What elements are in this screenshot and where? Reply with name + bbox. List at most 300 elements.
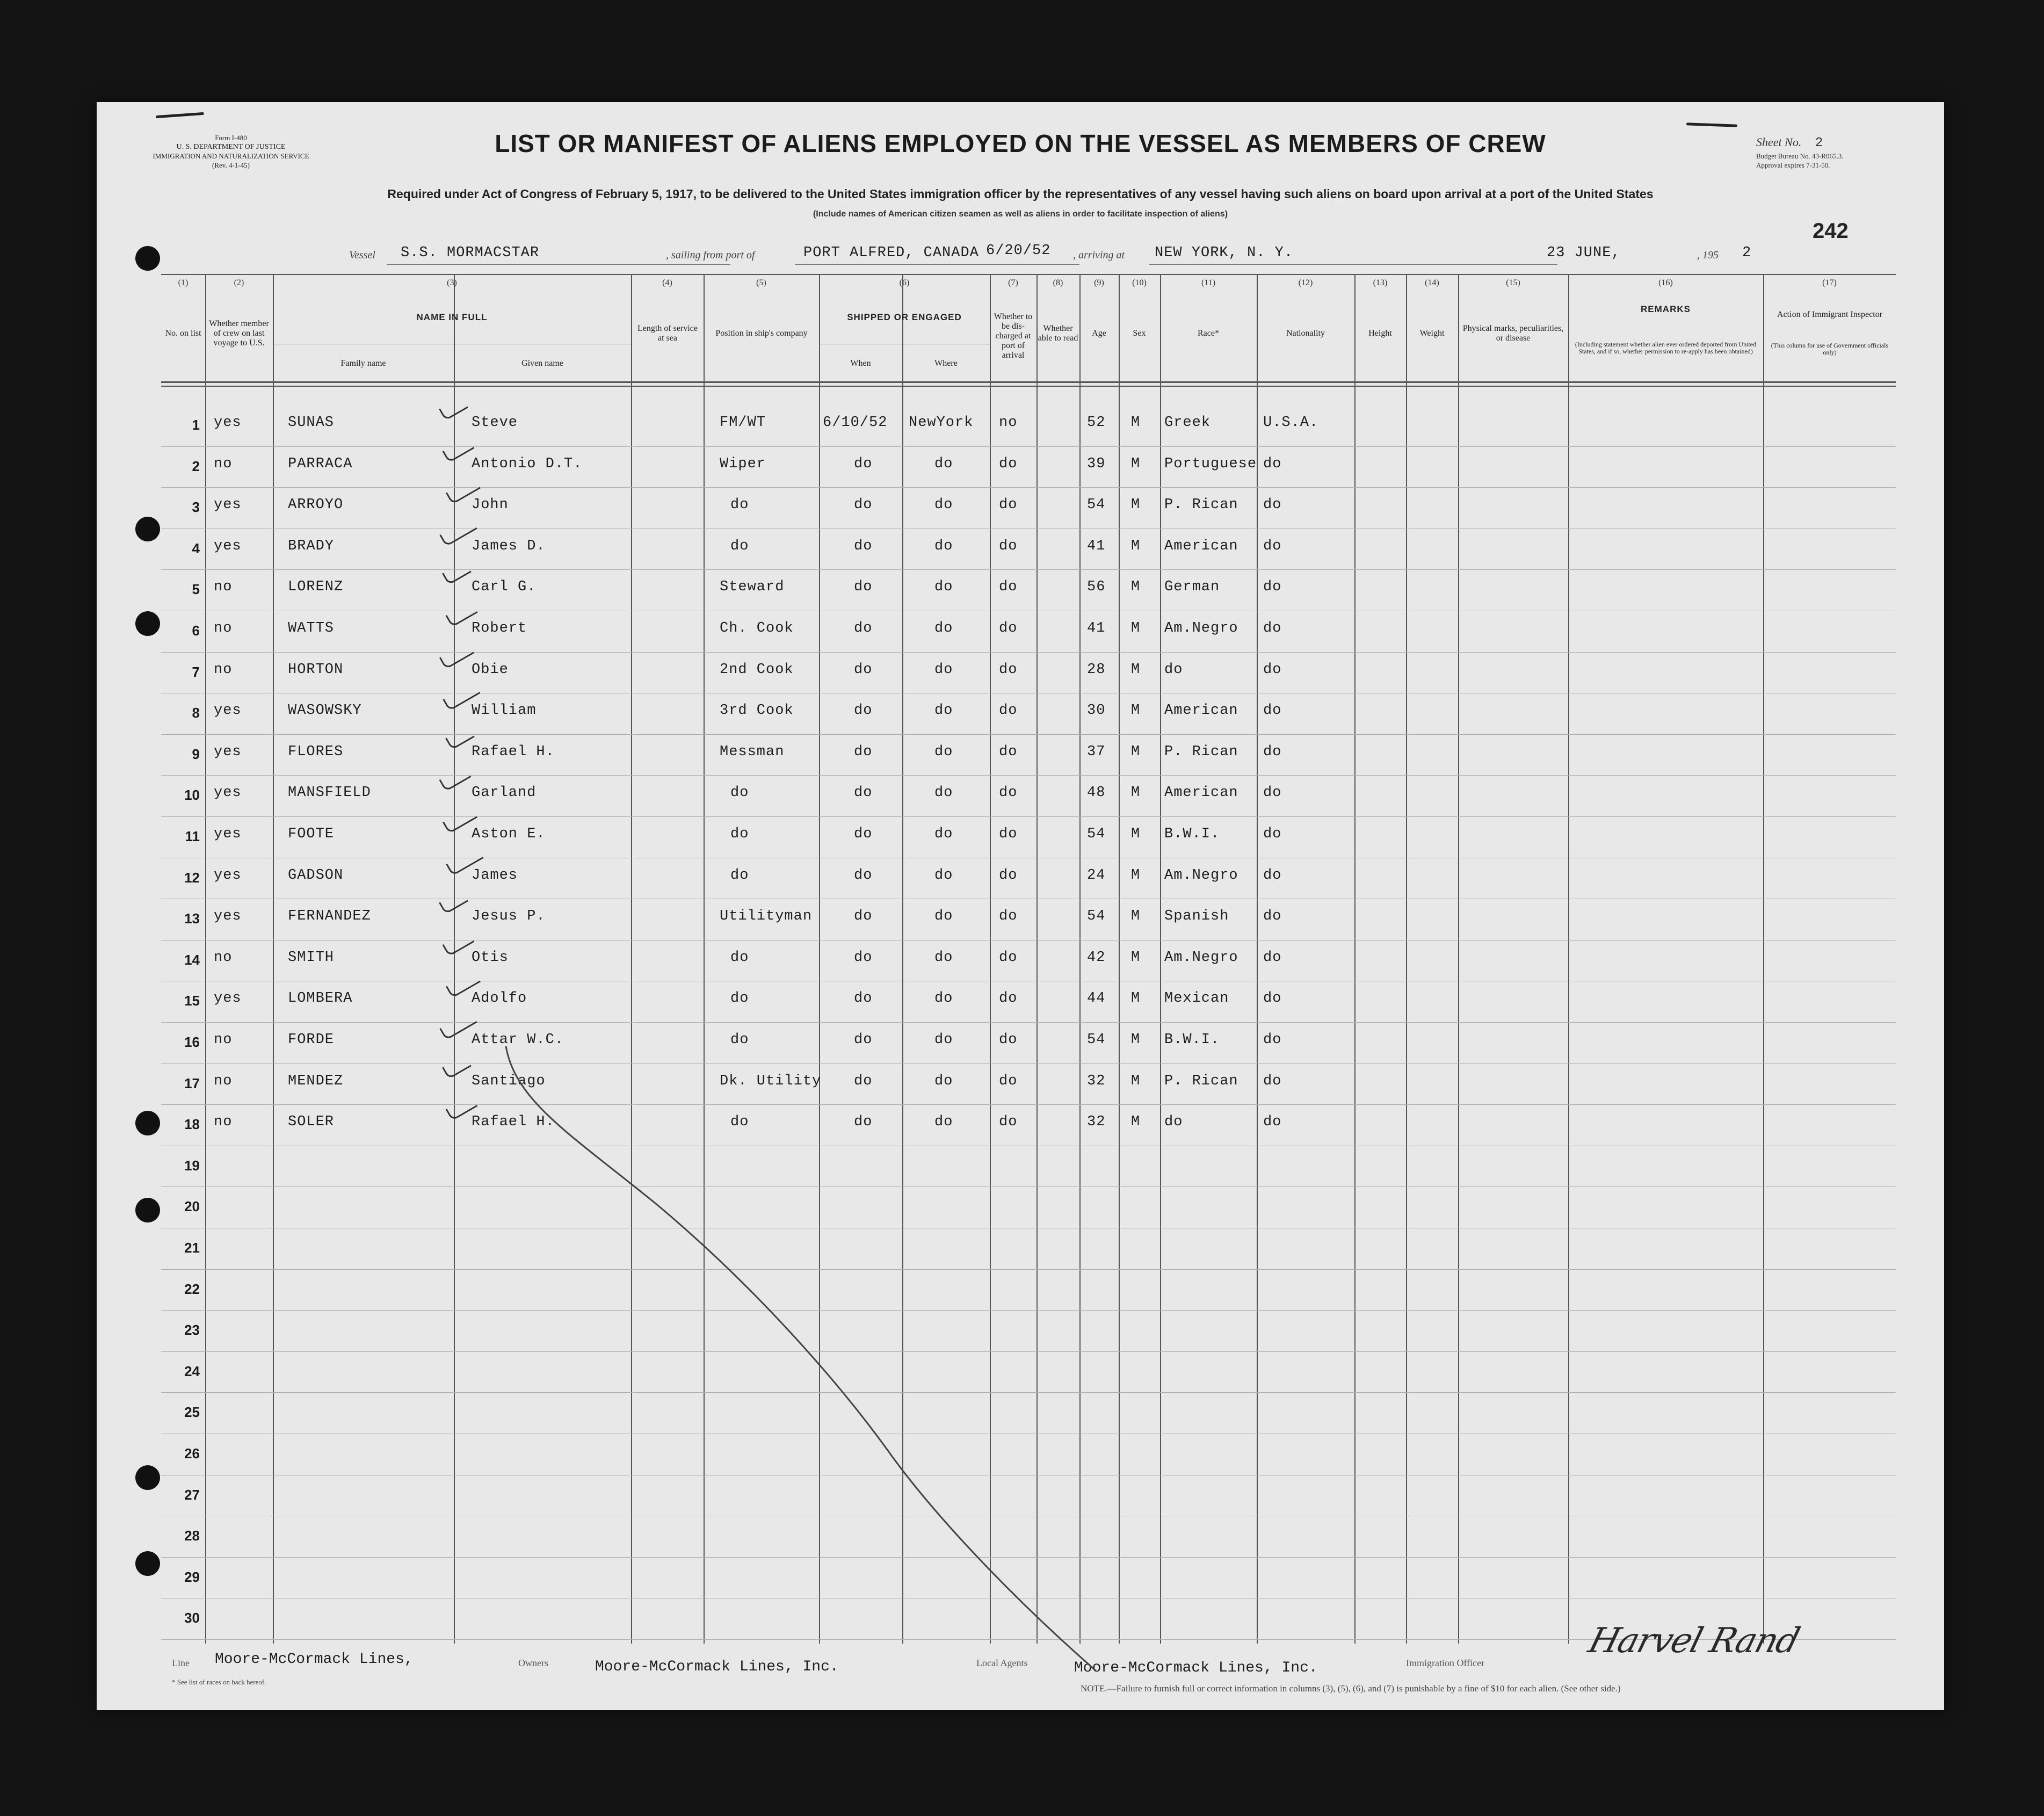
cell-position: Messman xyxy=(720,743,785,760)
cell-age: 42 xyxy=(1087,949,1106,966)
owners-value: Moore-McCormack Lines, Inc. xyxy=(595,1659,839,1675)
row-number: 20 xyxy=(184,1198,200,1215)
row-number: 3 xyxy=(192,499,200,516)
row-number: 9 xyxy=(192,746,200,762)
cell-nationality: do xyxy=(1263,743,1282,760)
cell-sex: M xyxy=(1131,990,1141,1007)
cell-sex: M xyxy=(1131,538,1141,554)
cell-where: do xyxy=(934,908,953,925)
header-no-on-list: No. on list xyxy=(165,329,201,338)
approval-expiry: Approval expires 7-31-50. xyxy=(1756,161,1830,169)
row-number: 12 xyxy=(184,869,200,886)
cell-when: do xyxy=(854,661,873,678)
cell-family: ARROYO xyxy=(288,497,344,513)
cell-nationality: do xyxy=(1263,703,1282,719)
header-discharged: Whether to be dis-charged at port of arrival xyxy=(994,312,1033,360)
cell-family: BRADY xyxy=(288,538,335,554)
cell-when: do xyxy=(854,538,873,554)
cell-where: do xyxy=(934,497,953,513)
cell-sex: M xyxy=(1131,661,1141,678)
cell-family: HORTON xyxy=(288,661,344,678)
cell-race: B.W.I. xyxy=(1164,1032,1220,1048)
cell-last-voyage: yes xyxy=(214,703,242,719)
header-where: Where xyxy=(934,359,958,368)
cell-sex: M xyxy=(1131,867,1141,884)
row-number: 29 xyxy=(184,1568,200,1585)
row-number: 1 xyxy=(192,417,200,433)
cell-last-voyage: yes xyxy=(214,908,242,925)
cell-sex: M xyxy=(1131,497,1141,513)
row-number: 23 xyxy=(184,1322,200,1339)
agents-value: Moore-McCormack Lines, Inc. xyxy=(1074,1660,1318,1676)
cell-family: SOLER xyxy=(288,1114,335,1131)
cell-discharged: do xyxy=(999,743,1018,760)
header-when: When xyxy=(850,359,871,368)
column-number: (2) xyxy=(234,278,244,287)
row-number: 26 xyxy=(184,1445,200,1462)
cell-race: P. Rican xyxy=(1164,1073,1238,1089)
row-number: 2 xyxy=(192,458,200,474)
officer-label: Immigration Officer xyxy=(1406,1658,1485,1668)
penalty-note: NOTE.—Failure to furnish full or correct information in columns (3), (5), (6), and (7) is punishable by a fine of $10 for each alien. (See other side.) xyxy=(1081,1683,1621,1694)
cell-nationality: U.S.A. xyxy=(1263,415,1319,431)
cell-where: do xyxy=(934,990,953,1007)
cell-age: 24 xyxy=(1087,867,1106,884)
row-number: 4 xyxy=(192,540,200,556)
cell-position: do xyxy=(730,867,749,884)
cell-given: Garland xyxy=(472,785,537,801)
cell-race: do xyxy=(1164,661,1183,678)
cell-sex: M xyxy=(1131,415,1141,431)
cell-sex: M xyxy=(1131,1073,1141,1089)
header-shipped-engaged: SHIPPED OR ENGAGED xyxy=(847,312,962,322)
cell-last-voyage: yes xyxy=(214,743,242,760)
cell-nationality: do xyxy=(1263,908,1282,925)
cell-family: FOOTE xyxy=(288,826,335,842)
form-revision: (Rev. 4-1-45) xyxy=(212,161,250,169)
row-number: 8 xyxy=(192,705,200,721)
cell-discharged: do xyxy=(999,908,1018,925)
year-digit: 2 xyxy=(1742,245,1752,261)
cell-given: Rafael H. xyxy=(472,1114,555,1131)
cell-given: Steve xyxy=(472,415,518,431)
cell-race: American xyxy=(1164,703,1238,719)
cell-age: 56 xyxy=(1087,579,1106,596)
row-number: 28 xyxy=(184,1528,200,1544)
cell-discharged: do xyxy=(999,661,1018,678)
cell-age: 52 xyxy=(1087,415,1106,431)
cell-discharged: do xyxy=(999,455,1018,472)
cell-nationality: do xyxy=(1263,538,1282,554)
column-number: (11) xyxy=(1201,278,1216,287)
column-number: (15) xyxy=(1506,278,1520,287)
header-sex: Sex xyxy=(1133,329,1146,338)
cell-family: FORDE xyxy=(288,1032,335,1048)
cell-where: do xyxy=(934,785,953,801)
port-from: PORT ALFRED, CANADA xyxy=(803,245,979,261)
row-number: 22 xyxy=(184,1280,200,1297)
service-name: IMMIGRATION AND NATURALIZATION SERVICE xyxy=(153,152,309,160)
column-number: (17) xyxy=(1822,278,1837,287)
cell-given: Aston E. xyxy=(472,826,546,842)
cell-given: Otis xyxy=(472,949,509,966)
row-number: 7 xyxy=(192,663,200,680)
cell-last-voyage: no xyxy=(214,455,233,472)
header-action-inspector: Action of Immigrant Inspector xyxy=(1777,310,1882,319)
cell-family: GADSON xyxy=(288,867,344,884)
cell-position: Steward xyxy=(720,579,785,596)
column-number: (7) xyxy=(1008,278,1018,287)
cell-position: do xyxy=(730,538,749,554)
cell-when: do xyxy=(854,1114,873,1131)
cell-race: Spanish xyxy=(1164,908,1229,925)
cell-race: P. Rican xyxy=(1164,497,1238,513)
cell-race: Portuguese xyxy=(1164,455,1257,472)
cell-nationality: do xyxy=(1263,785,1282,801)
cell-discharged: do xyxy=(999,703,1018,719)
cell-family: LOMBERA xyxy=(288,990,353,1007)
row-number: 21 xyxy=(184,1240,200,1256)
cell-sex: M xyxy=(1131,703,1141,719)
cell-race: American xyxy=(1164,538,1238,554)
cell-nationality: do xyxy=(1263,1114,1282,1131)
cell-last-voyage: no xyxy=(214,1073,233,1089)
cell-age: 37 xyxy=(1087,743,1106,760)
cell-sex: M xyxy=(1131,908,1141,925)
column-number: (4) xyxy=(662,278,672,287)
cell-given: James D. xyxy=(472,538,546,554)
cell-age: 48 xyxy=(1087,785,1106,801)
cell-position: do xyxy=(730,990,749,1007)
header-height: Height xyxy=(1368,329,1392,338)
cell-given: Jesus P. xyxy=(472,908,546,925)
cell-discharged: do xyxy=(999,826,1018,842)
cell-given: Antonio D.T. xyxy=(472,455,583,472)
cell-given: John xyxy=(472,497,509,513)
cell-discharged: do xyxy=(999,990,1018,1007)
cell-nationality: do xyxy=(1263,990,1282,1007)
cell-last-voyage: yes xyxy=(214,497,242,513)
cell-given: Robert xyxy=(472,620,527,636)
cell-discharged: do xyxy=(999,620,1018,636)
cell-race: Greek xyxy=(1164,415,1211,431)
column-number: (3) xyxy=(447,278,457,287)
cell-nationality: do xyxy=(1263,1032,1282,1048)
page-subtitle: Required under Act of Congress of February 5, 1917, to be delivered to the United States immigration officer by the representatives of any vessel having such aliens on board upon arrival at a port of the United States xyxy=(387,187,1654,201)
cell-family: LORENZ xyxy=(288,579,344,596)
cell-discharged: do xyxy=(999,1114,1018,1131)
cell-race: do xyxy=(1164,1114,1183,1131)
cell-age: 30 xyxy=(1087,703,1106,719)
cell-nationality: do xyxy=(1263,497,1282,513)
cell-sex: M xyxy=(1131,1114,1141,1131)
cell-nationality: do xyxy=(1263,661,1282,678)
row-number: 13 xyxy=(184,910,200,927)
cell-when: do xyxy=(854,579,873,596)
cell-family: FERNANDEZ xyxy=(288,908,371,925)
cell-discharged: do xyxy=(999,1032,1018,1048)
manifest-sheet xyxy=(97,102,1944,1710)
header-nationality: Nationality xyxy=(1286,329,1325,338)
cell-age: 28 xyxy=(1087,661,1106,678)
cell-discharged: do xyxy=(999,867,1018,884)
cell-age: 54 xyxy=(1087,908,1106,925)
sail-date: 6/20/52 xyxy=(986,243,1051,259)
cell-family: WATTS xyxy=(288,620,335,636)
cell-position: do xyxy=(730,1114,749,1131)
cell-nationality: do xyxy=(1263,455,1282,472)
header-position: Position in ship's company xyxy=(715,329,808,338)
row-number: 18 xyxy=(184,1116,200,1133)
owners-label: Owners xyxy=(518,1658,548,1668)
cell-position: FM/WT xyxy=(720,415,766,431)
cell-last-voyage: yes xyxy=(214,990,242,1007)
row-number: 11 xyxy=(185,828,200,844)
cell-family: FLORES xyxy=(288,743,344,760)
cell-sex: M xyxy=(1131,785,1141,801)
cell-where: do xyxy=(934,826,953,842)
cancel-stroke xyxy=(97,102,1944,1710)
header-age: Age xyxy=(1092,329,1106,338)
column-number: (14) xyxy=(1425,278,1439,287)
cell-given: James xyxy=(472,867,518,884)
cell-when: do xyxy=(854,908,873,925)
cell-age: 54 xyxy=(1087,826,1106,842)
cell-where: do xyxy=(934,538,953,554)
arrival-date: 23 JUNE, xyxy=(1547,245,1621,261)
stamp-number: 242 xyxy=(1813,219,1849,243)
cell-position: Ch. Cook xyxy=(720,620,794,636)
column-number: (1) xyxy=(178,278,189,287)
cell-race: German xyxy=(1164,579,1220,596)
header-remarks-note: (Including statement whether alien ever ordered deported from United States, and if so, whether permission to re-apply has been obtained) xyxy=(1575,341,1757,355)
cell-position: do xyxy=(730,1032,749,1048)
cell-last-voyage: no xyxy=(214,949,233,966)
header-name-in-full: NAME IN FULL xyxy=(416,312,488,322)
row-number: 17 xyxy=(184,1075,200,1091)
header-race: Race* xyxy=(1198,329,1219,338)
cell-family: MENDEZ xyxy=(288,1073,344,1089)
row-number: 25 xyxy=(184,1404,200,1421)
column-number: (8) xyxy=(1053,278,1063,287)
agents-label: Local Agents xyxy=(976,1658,1028,1668)
cell-race: B.W.I. xyxy=(1164,826,1220,842)
cell-last-voyage: yes xyxy=(214,785,242,801)
cell-position: 3rd Cook xyxy=(720,703,794,719)
cell-when: do xyxy=(854,990,873,1007)
row-number: 19 xyxy=(184,1157,200,1174)
row-number: 16 xyxy=(184,1034,200,1050)
header-physical-marks: Physical marks, peculiarities, or disease xyxy=(1462,324,1564,343)
cell-where: do xyxy=(934,661,953,678)
row-number: 6 xyxy=(192,623,200,639)
cell-discharged: do xyxy=(999,497,1018,513)
line-value: Moore-McCormack Lines, xyxy=(215,1651,414,1668)
sailing-label: , sailing from port of xyxy=(666,249,755,261)
row-number: 15 xyxy=(184,993,200,1009)
cell-position: 2nd Cook xyxy=(720,661,794,678)
cell-position: do xyxy=(730,785,749,801)
year-prefix: , 195 xyxy=(1697,249,1719,261)
cell-race: American xyxy=(1164,785,1238,801)
cell-discharged: do xyxy=(999,949,1018,966)
cell-age: 44 xyxy=(1087,990,1106,1007)
header-given-name: Given name xyxy=(521,359,563,368)
cell-sex: M xyxy=(1131,1032,1141,1048)
cell-given: William xyxy=(472,703,537,719)
header-family-name: Family name xyxy=(340,359,386,368)
cell-last-voyage: no xyxy=(214,620,233,636)
races-note: * See list of races on back hereof. xyxy=(172,1678,266,1686)
cell-given: Santiago xyxy=(472,1073,546,1089)
cell-family: WASOWSKY xyxy=(288,703,362,719)
header-able-to-read: Whether able to read xyxy=(1038,324,1078,343)
cell-nationality: do xyxy=(1263,867,1282,884)
cell-position: Utilityman xyxy=(720,908,813,925)
arriving-label: , arriving at xyxy=(1073,249,1125,261)
cell-where: do xyxy=(934,1114,953,1131)
cell-nationality: do xyxy=(1263,949,1282,966)
cell-when: do xyxy=(854,785,873,801)
cell-where: do xyxy=(934,1032,953,1048)
column-number: (6) xyxy=(899,278,910,287)
row-number: 10 xyxy=(184,787,200,804)
cell-where: do xyxy=(934,1073,953,1089)
row-number: 24 xyxy=(184,1363,200,1379)
cell-sex: M xyxy=(1131,743,1141,760)
cell-race: Am.Negro xyxy=(1164,949,1238,966)
vessel-name: S.S. MORMACSTAR xyxy=(401,245,540,261)
cell-given: Rafael H. xyxy=(472,743,555,760)
cell-race: P. Rican xyxy=(1164,743,1238,760)
row-number: 27 xyxy=(184,1486,200,1503)
cell-where: do xyxy=(934,743,953,760)
row-number: 14 xyxy=(184,951,200,968)
cell-age: 41 xyxy=(1087,620,1106,636)
cell-given: Attar W.C. xyxy=(472,1032,564,1048)
cell-when: do xyxy=(854,497,873,513)
sheet-label: Sheet No. xyxy=(1756,135,1802,149)
cell-nationality: do xyxy=(1263,1073,1282,1089)
cell-when: 6/10/52 xyxy=(823,415,888,431)
cell-last-voyage: yes xyxy=(214,867,242,884)
cell-when: do xyxy=(854,1073,873,1089)
cell-discharged: do xyxy=(999,1073,1018,1089)
cell-sex: M xyxy=(1131,826,1141,842)
cell-age: 54 xyxy=(1087,497,1106,513)
row-number: 30 xyxy=(184,1610,200,1626)
cell-family: SUNAS xyxy=(288,415,335,431)
cell-age: 54 xyxy=(1087,1032,1106,1048)
column-number: (5) xyxy=(756,278,766,287)
cell-last-voyage: yes xyxy=(214,538,242,554)
cell-family: MANSFIELD xyxy=(288,785,371,801)
sheet-value: 2 xyxy=(1815,136,1823,150)
cell-family: SMITH xyxy=(288,949,335,966)
cell-discharged: do xyxy=(999,538,1018,554)
column-number: (13) xyxy=(1373,278,1388,287)
column-number: (12) xyxy=(1298,278,1313,287)
cell-when: do xyxy=(854,867,873,884)
cell-nationality: do xyxy=(1263,826,1282,842)
column-number: (16) xyxy=(1658,278,1673,287)
row-number: 5 xyxy=(192,581,200,598)
cell-where: do xyxy=(934,867,953,884)
cell-given: Adolfo xyxy=(472,990,527,1007)
header-remarks: REMARKS xyxy=(1641,304,1691,314)
cell-age: 32 xyxy=(1087,1073,1106,1089)
cell-when: do xyxy=(854,455,873,472)
header-action-note: (This column for use of Government officials only) xyxy=(1771,342,1889,356)
cell-position: do xyxy=(730,497,749,513)
cell-age: 41 xyxy=(1087,538,1106,554)
cell-where: do xyxy=(934,455,953,472)
page-title: LIST OR MANIFEST OF ALIENS EMPLOYED ON THE VESSEL AS MEMBERS OF CREW xyxy=(495,129,1546,157)
cell-last-voyage: no xyxy=(214,1032,233,1048)
line-label: Line xyxy=(172,1658,190,1668)
cell-when: do xyxy=(854,703,873,719)
cell-position: do xyxy=(730,826,749,842)
cell-when: do xyxy=(854,1032,873,1048)
cell-position: Wiper xyxy=(720,455,766,472)
department-name: U. S. DEPARTMENT OF JUSTICE xyxy=(176,143,286,151)
cell-nationality: do xyxy=(1263,620,1282,636)
cell-age: 39 xyxy=(1087,455,1106,472)
header-weight: Weight xyxy=(1419,329,1445,338)
vessel-label: Vessel xyxy=(349,249,375,261)
cell-where: do xyxy=(934,703,953,719)
cell-discharged: do xyxy=(999,579,1018,596)
column-number: (10) xyxy=(1132,278,1147,287)
cell-race: Am.Negro xyxy=(1164,867,1238,884)
page-subnote: (Include names of American citizen seamen as well as aliens in order to facilitate inspection of aliens) xyxy=(813,209,1228,219)
cell-family: PARRACA xyxy=(288,455,353,472)
column-number: (9) xyxy=(1094,278,1104,287)
cell-last-voyage: yes xyxy=(214,415,242,431)
cell-where: do xyxy=(934,620,953,636)
cell-discharged: no xyxy=(999,415,1018,431)
cell-where: do xyxy=(934,949,953,966)
cell-where: do xyxy=(934,579,953,596)
cell-sex: M xyxy=(1131,455,1141,472)
form-number: Form I-480 xyxy=(215,134,247,142)
cell-given: Carl G. xyxy=(472,579,537,596)
cell-nationality: do xyxy=(1263,579,1282,596)
header-length-service: Length of service at sea xyxy=(637,324,698,343)
header-last-voyage: Whether member of crew on last voyage to U.S. xyxy=(209,319,269,348)
cell-last-voyage: no xyxy=(214,1114,233,1131)
cell-sex: M xyxy=(1131,620,1141,636)
cell-position: Dk. Utility xyxy=(720,1073,822,1089)
cell-discharged: do xyxy=(999,785,1018,801)
port-to: NEW YORK, N. Y. xyxy=(1155,245,1294,261)
cell-where: NewYork xyxy=(909,415,974,431)
cell-when: do xyxy=(854,743,873,760)
cell-age: 32 xyxy=(1087,1114,1106,1131)
cell-when: do xyxy=(854,620,873,636)
cell-last-voyage: no xyxy=(214,661,233,678)
cell-position: do xyxy=(730,949,749,966)
cell-last-voyage: no xyxy=(214,579,233,596)
budget-bureau: Budget Bureau No. 43-R065.3. xyxy=(1756,152,1844,160)
cell-last-voyage: yes xyxy=(214,826,242,842)
cell-sex: M xyxy=(1131,579,1141,596)
cell-when: do xyxy=(854,826,873,842)
cell-race: Am.Negro xyxy=(1164,620,1238,636)
cell-race: Mexican xyxy=(1164,990,1229,1007)
cell-given: Obie xyxy=(472,661,509,678)
officer-signature: Harvel Rand xyxy=(1584,1621,1803,1661)
